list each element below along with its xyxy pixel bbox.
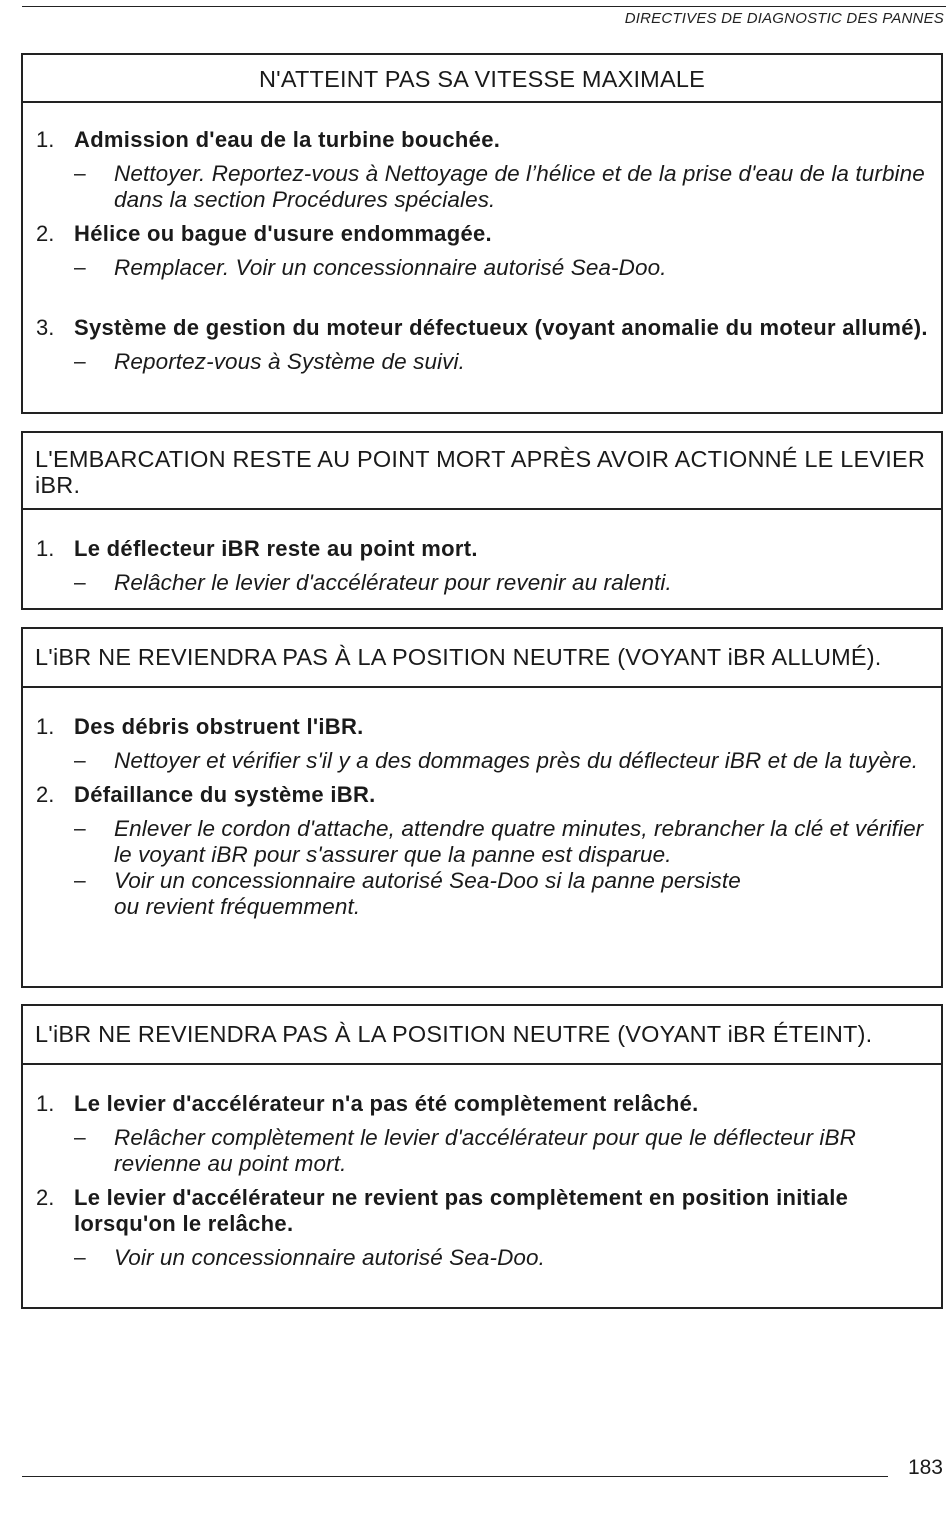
remedy-text: Nettoyer et vérifier s'il y a des dommages près du déflecteur iBR et de la tuyère.: [114, 748, 919, 773]
troubleshooting-box-ibr-lamp-on: [21, 627, 943, 988]
dash-bullet: –: [74, 162, 86, 185]
item-number: 3.: [36, 315, 55, 340]
item-number: 2.: [36, 782, 55, 807]
section-header: DIRECTIVES DE DIAGNOSTIC DES PANNES: [624, 10, 944, 27]
dash-bullet: –: [74, 1126, 86, 1149]
item-cause: Admission d'eau de la turbine bouchée.: [74, 127, 501, 152]
item-remedy: [36, 349, 931, 375]
list-item: [36, 221, 931, 247]
item-remedy: [36, 748, 931, 774]
dash-bullet: –: [74, 869, 86, 892]
remedy-text: Nettoyer. Reportez-vous à Nettoyage de l’hélice et de la prise d'eau de la turbine dans la section Procédures spéciales.: [114, 161, 925, 212]
item-number: 1.: [36, 127, 55, 152]
dash-bullet: –: [74, 256, 86, 279]
item-number: 1.: [36, 536, 55, 561]
remedy-text: Reportez-vous à Système de suivi.: [114, 349, 465, 374]
item-remedy: [36, 816, 931, 868]
list-item: [36, 315, 931, 341]
troubleshooting-box-max-speed: [21, 53, 943, 414]
item-cause: Le levier d'accélérateur n'a pas été complètement relâché.: [74, 1091, 699, 1116]
box-title: N'ATTEINT PAS SA VITESSE MAXIMALE: [23, 55, 941, 103]
list-item: [36, 1185, 931, 1237]
list-item: [36, 536, 931, 562]
remedy-text: Relâcher le levier d'accélérateur pour revenir au ralenti.: [114, 570, 672, 595]
list-item: [36, 714, 931, 740]
item-remedy: [36, 161, 931, 213]
item-number: 1.: [36, 714, 55, 739]
item-cause: Le déflecteur iBR reste au point mort.: [74, 536, 478, 561]
troubleshooting-box-ibr-lamp-off: [21, 1004, 943, 1309]
item-number: 2.: [36, 221, 55, 246]
box-title: L'iBR NE REVIENDRA PAS À LA POSITION NEUTRE (VOYANT iBR ALLUMÉ).: [23, 629, 941, 688]
item-cause: Système de gestion du moteur défectueux (voyant anomalie du moteur allumé).: [74, 315, 928, 340]
item-remedy: [36, 868, 931, 920]
item-number: 2.: [36, 1185, 55, 1210]
item-remedy: [36, 1245, 931, 1271]
remedy-text: Remplacer. Voir un concessionnaire autorisé Sea-Doo.: [114, 255, 667, 280]
dash-bullet: –: [74, 571, 86, 594]
box-title: L'EMBARCATION RESTE AU POINT MORT APRÈS AVOIR ACTIONNÉ LE LEVIER iBR.: [23, 433, 941, 510]
remedy-text: Relâcher complètement le levier d'accélérateur pour que le déflecteur iBR revienne au point mort.: [114, 1125, 856, 1176]
item-cause: Des débris obstruent l'iBR.: [74, 714, 364, 739]
item-cause: Défaillance du système iBR.: [74, 782, 376, 807]
item-cause: Le levier d'accélérateur ne revient pas complètement en position initiale lorsqu'on le relâche.: [74, 1185, 849, 1236]
header-rule: [22, 6, 946, 7]
footer-rule: [22, 1476, 888, 1477]
item-remedy: [36, 570, 931, 596]
troubleshooting-box-neutral-ibr-lever: [21, 431, 943, 610]
remedy-text: Voir un concessionnaire autorisé Sea-Doo si la panne persiste ou revient fréquemment.: [114, 868, 741, 919]
box-title: L'iBR NE REVIENDRA PAS À LA POSITION NEUTRE (VOYANT iBR ÉTEINT).: [23, 1006, 941, 1065]
remedy-text: Enlever le cordon d'attache, attendre quatre minutes, rebrancher la clé et vérifier le voyant iBR pour s'assurer que la panne est disparue.: [114, 816, 924, 867]
list-item: [36, 782, 931, 808]
item-number: 1.: [36, 1091, 55, 1116]
list-item: [36, 127, 931, 153]
dash-bullet: –: [74, 1246, 86, 1269]
item-remedy: [36, 1125, 931, 1177]
dash-bullet: –: [74, 749, 86, 772]
item-remedy: [36, 255, 931, 281]
dash-bullet: –: [74, 350, 86, 373]
remedy-text: Voir un concessionnaire autorisé Sea-Doo.: [114, 1245, 546, 1270]
item-cause: Hélice ou bague d'usure endommagée.: [74, 221, 492, 246]
page-number: 183: [907, 1456, 943, 1479]
list-item: [36, 1091, 931, 1117]
dash-bullet: –: [74, 817, 86, 840]
